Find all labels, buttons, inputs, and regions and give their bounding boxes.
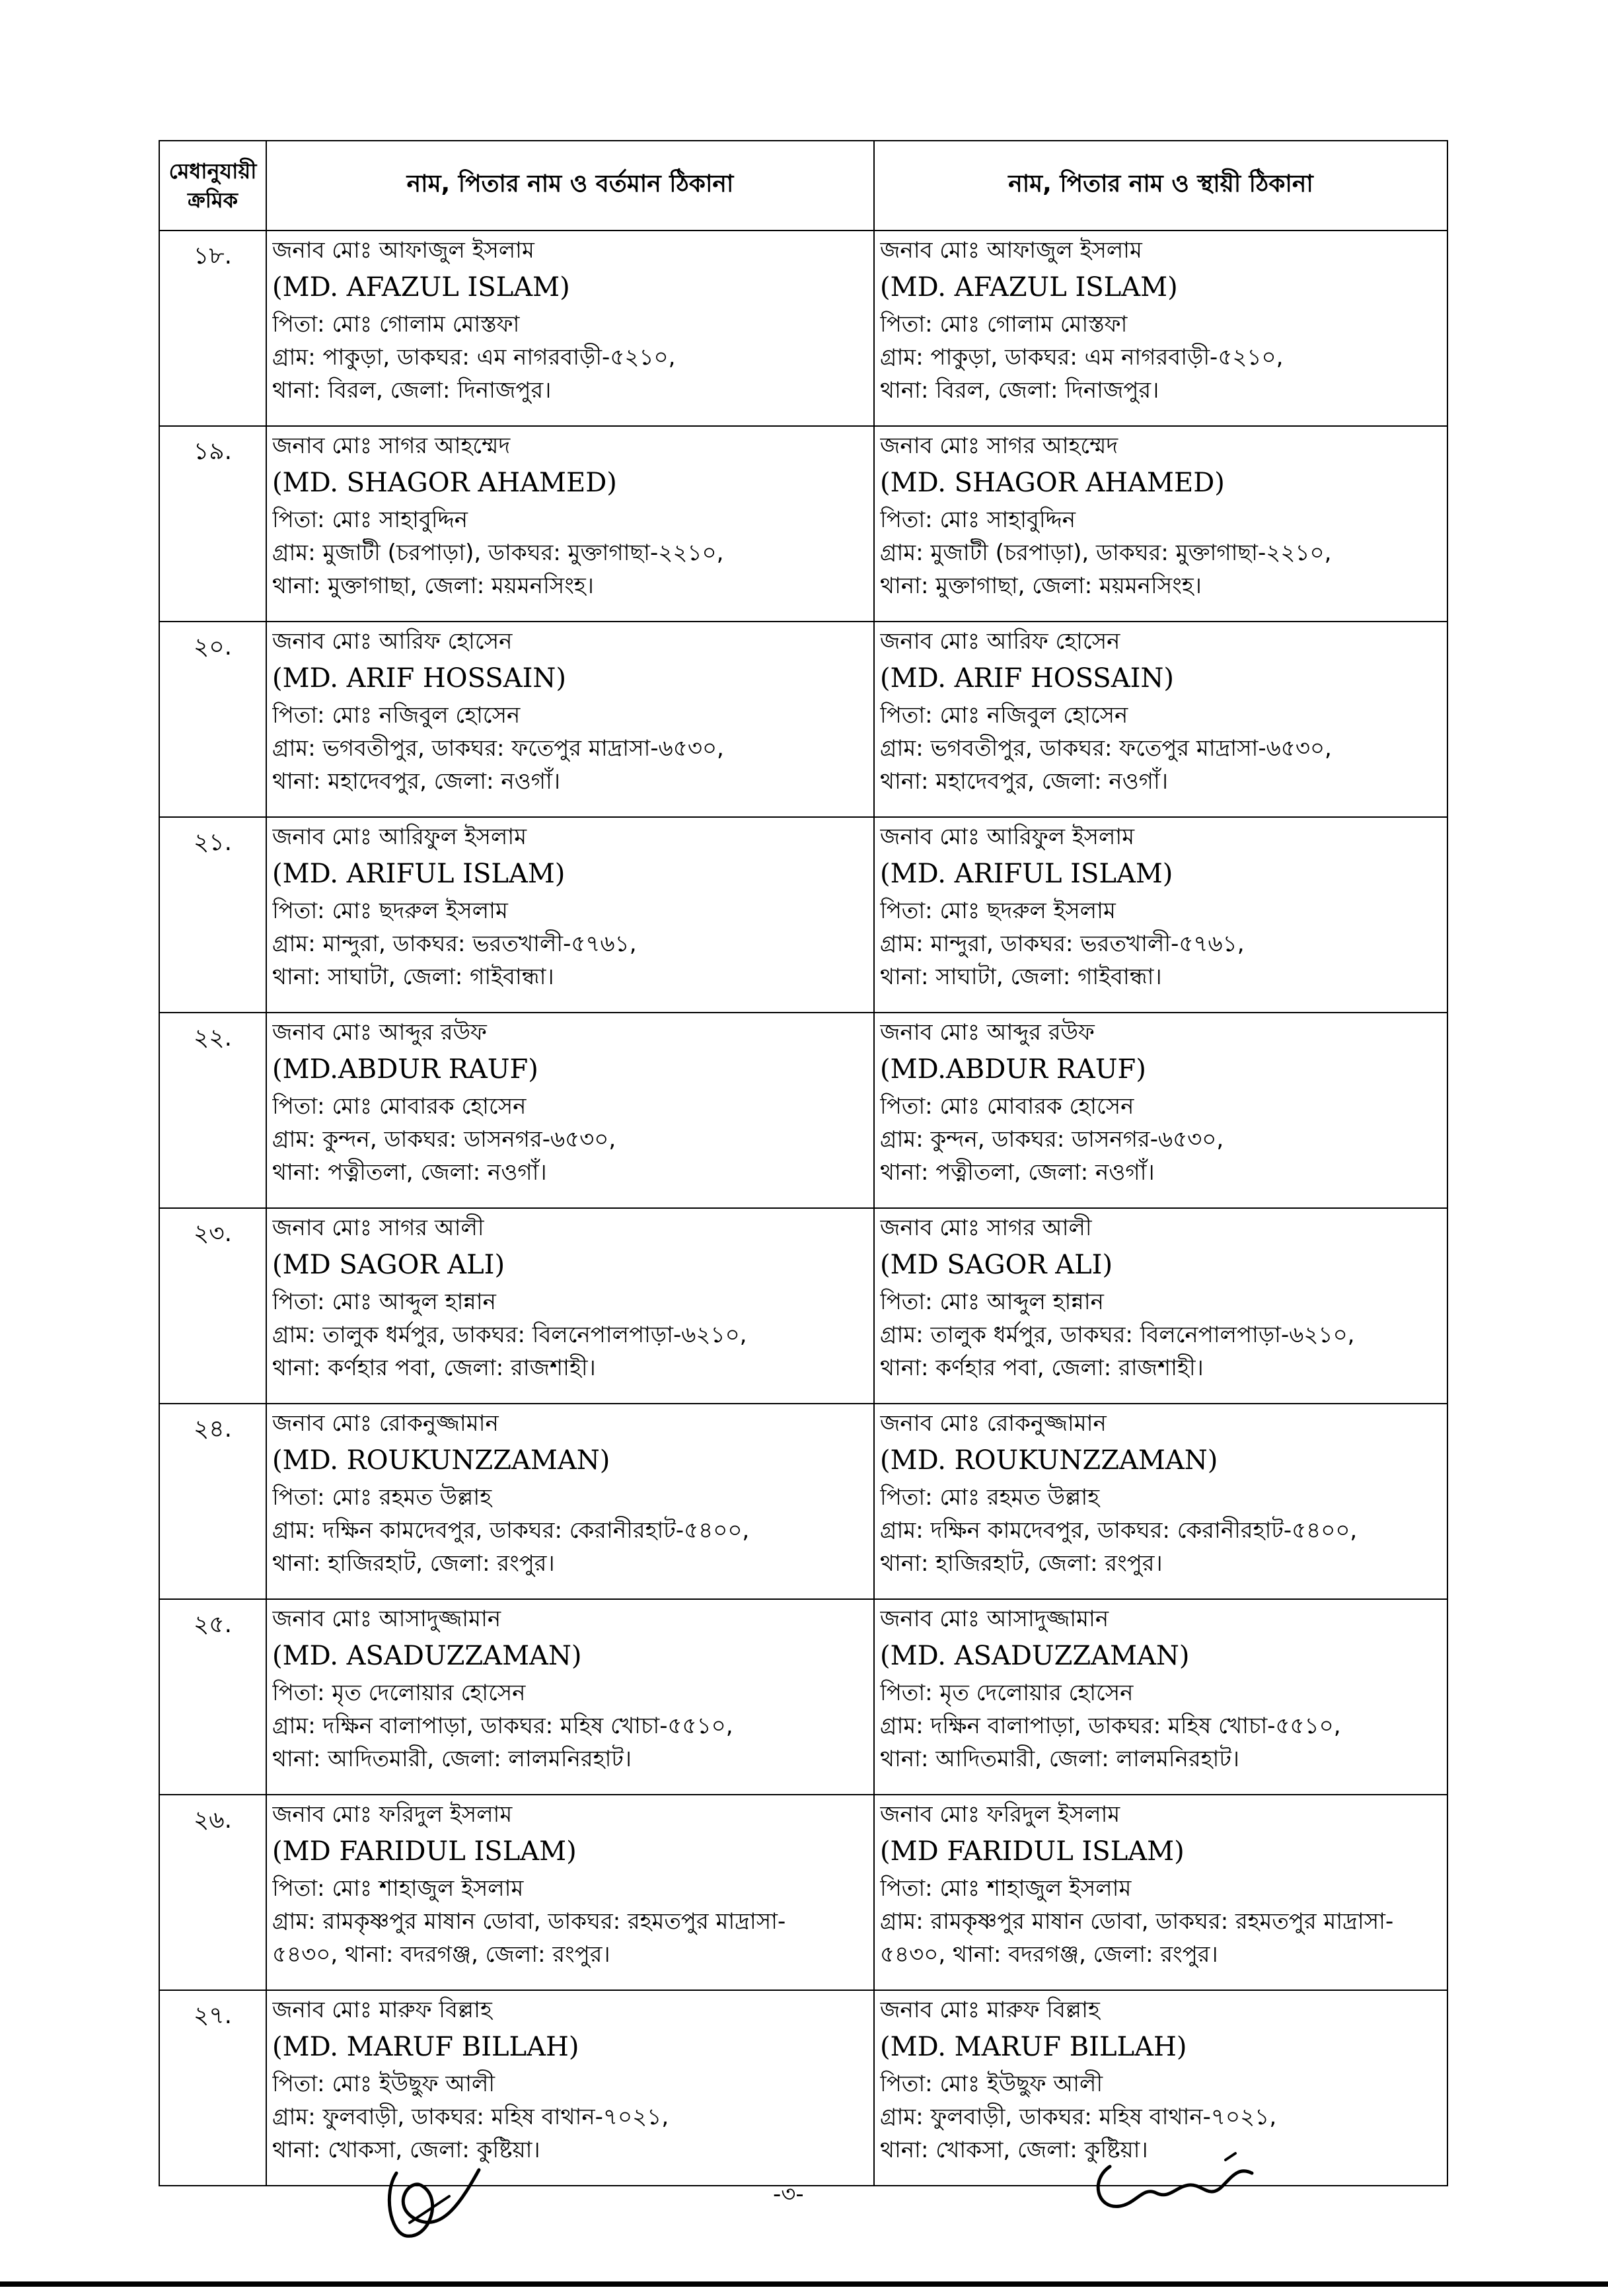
upazila-district: থানা: বিরল, জেলা: দিনাজপুর। — [272, 377, 552, 404]
upazila-district: ৫৪৩০, থানা: বদরগঞ্জ, জেলা: রংপুর। — [272, 1941, 610, 1968]
present-address-cell — [266, 426, 874, 622]
father-name: পিতা: মোঃ গোলাম মোস্তফা — [880, 311, 1128, 338]
permanent-address-cell — [874, 1795, 1447, 1990]
father-name: পিতা: মোঃ সাহাবুদ্দিন — [272, 507, 468, 533]
village-post-office: গ্রাম: মান্দুরা, ডাকঘর: ভরতখালী-৫৭৬১, — [880, 931, 1245, 957]
village-post-office: গ্রাম: ভগবতীপুর, ডাকঘর: ফতেপুর মাদ্রাসা-৬৫৩০, — [272, 735, 724, 762]
permanent-address-cell — [874, 1208, 1447, 1404]
candidate-name: জনাব মোঃ রোকনুজ্জামান — [272, 1410, 499, 1437]
candidate-name-english: (MD. MARUF BILLAH) — [272, 2032, 579, 2062]
candidate-name-english: (MD. ROUKUNZZAMAN) — [272, 1445, 610, 1476]
village-post-office: গ্রাম: মান্দুরা, ডাকঘর: ভরতখালী-৫৭৬১, — [272, 931, 637, 957]
upazila-district: থানা: মহাদেবপুর, জেলা: নওগাঁ। — [880, 768, 1169, 795]
permanent-address-cell — [874, 622, 1447, 817]
present-address-cell — [266, 1013, 874, 1208]
present-address-cell — [266, 1208, 874, 1404]
serial-number: ২১. — [159, 817, 266, 1013]
permanent-address-cell — [874, 817, 1447, 1013]
candidate-name: জনাব মোঃ আরিফ হোসেন — [880, 628, 1120, 655]
candidate-table — [159, 140, 1448, 2186]
candidate-name: জনাব মোঃ সাগর আহম্মেদ — [272, 433, 511, 459]
father-name: পিতা: মোঃ ছদরুল ইসলাম — [272, 898, 508, 924]
father-name: পিতা: মোঃ নজিবুল হোসেন — [880, 702, 1128, 729]
village-post-office: গ্রাম: দক্ষিন বালাপাড়া, ডাকঘর: মহিষ খোচা-৫৫১০, — [272, 1713, 733, 1739]
candidate-name-english: (MD FARIDUL ISLAM) — [272, 1836, 577, 1867]
candidate-name: জনাব মোঃ সাগর আহম্মেদ — [880, 433, 1118, 459]
present-address-cell — [266, 1795, 874, 1990]
village-post-office: গ্রাম: মুজাটী (চরপাড়া), ডাকঘর: মুক্তাগাছা-২২১০, — [880, 540, 1332, 566]
serial-number: ২০. — [159, 622, 266, 817]
candidate-name-english: (MD. AFAZUL ISLAM) — [272, 272, 570, 303]
candidate-name-english: (MD. ARIF HOSSAIN) — [272, 663, 566, 694]
candidate-name: জনাব মোঃ সাগর আলী — [272, 1215, 484, 1241]
village-post-office: গ্রাম: দক্ষিন কামদেবপুর, ডাকঘর: কেরানীরহাট-৫৪০০, — [272, 1517, 750, 1544]
candidate-name: জনাব মোঃ মারুফ বিল্লাহ — [880, 1997, 1100, 2023]
village-post-office: গ্রাম: ফুলবাড়ী, ডাকঘর: মহিষ বাথান-৭০২১, — [880, 2104, 1277, 2130]
left-signature — [370, 2160, 489, 2252]
village-post-office: গ্রাম: কুন্দন, ডাকঘর: ডাসনগর-৬৫৩০, — [272, 1126, 616, 1153]
father-name: পিতা: মোঃ আব্দুল হান্নান — [272, 1289, 496, 1315]
upazila-district: থানা: খোকসা, জেলা: কুষ্টিয়া। — [880, 2137, 1148, 2163]
upazila-district: থানা: পত্নীতলা, জেলা: নওগাঁ। — [880, 1159, 1155, 1186]
page-number: -৩- — [773, 2181, 804, 2207]
upazila-district: থানা: বিরল, জেলা: দিনাজপুর। — [880, 377, 1159, 404]
candidate-name-english: (MD.ABDUR RAUF) — [880, 1054, 1146, 1085]
candidate-name-english: (MD.ABDUR RAUF) — [272, 1054, 538, 1085]
candidate-name: জনাব মোঃ মারুফ বিল্লাহ — [272, 1997, 492, 2023]
upazila-district: থানা: খোকসা, জেলা: কুষ্টিয়া। — [272, 2137, 540, 2163]
father-name: পিতা: মোঃ মোবারক হোসেন — [880, 1093, 1134, 1120]
candidate-name: জনাব মোঃ আসাদুজ্জামান — [880, 1606, 1109, 1632]
candidate-name: জনাব মোঃ আফাজুল ইসলাম — [272, 237, 534, 264]
father-name: পিতা: মোঃ রহমত উল্লাহ — [880, 1484, 1100, 1511]
village-post-office: গ্রাম: ফুলবাড়ী, ডাকঘর: মহিষ বাথান-৭০২১, — [272, 2104, 669, 2130]
table-row — [159, 1795, 1447, 1990]
father-name: পিতা: মোঃ গোলাম মোস্তফা — [272, 311, 520, 338]
candidate-name-english: (MD. ARIF HOSSAIN) — [880, 663, 1174, 694]
serial-number: ২৭. — [159, 1990, 266, 2186]
father-name: পিতা: মোঃ নজিবুল হোসেন — [272, 702, 521, 729]
upazila-district: থানা: কর্ণহার পবা, জেলা: রাজশাহী। — [880, 1355, 1204, 1381]
village-post-office: গ্রাম: রামকৃষ্ণপুর মাষান ডোবা, ডাকঘর: রহমতপুর মাদ্রাসা- — [880, 1908, 1394, 1935]
table-row — [159, 817, 1447, 1013]
father-name: পিতা: মোঃ শাহাজুল ইসলাম — [880, 1875, 1132, 1902]
candidate-name-english: (MD. ASADUZZAMAN) — [880, 1641, 1190, 1671]
village-post-office: গ্রাম: রামকৃষ্ণপুর মাষান ডোবা, ডাকঘর: রহমতপুর মাদ্রাসা- — [272, 1908, 786, 1935]
candidate-name: জনাব মোঃ আব্দুর রউফ — [880, 1019, 1095, 1046]
upazila-district: থানা: মহাদেবপুর, জেলা: নওগাঁ। — [272, 768, 561, 795]
permanent-address-cell — [874, 1404, 1447, 1599]
present-address-cell — [266, 622, 874, 817]
serial-number: ২৩. — [159, 1208, 266, 1404]
village-post-office: গ্রাম: পাকুড়া, ডাকঘর: এম নাগরবাড়ী-৫২১০, — [272, 344, 676, 371]
candidate-name-english: (MD. MARUF BILLAH) — [880, 2032, 1187, 2062]
candidate-name: জনাব মোঃ ফরিদুল ইসলাম — [880, 1801, 1120, 1828]
father-name: পিতা: মৃত দেলোয়ার হোসেন — [272, 1680, 526, 1706]
candidate-name-english: (MD. ARIFUL ISLAM) — [272, 859, 566, 889]
village-post-office: গ্রাম: তালুক ধর্মপুর, ডাকঘর: বিলনেপালপাড়া-৬২১০, — [880, 1322, 1355, 1348]
candidate-name-english: (MD. ROUKUNZZAMAN) — [880, 1445, 1218, 1476]
upazila-district: থানা: কর্ণহার পবা, জেলা: রাজশাহী। — [272, 1355, 596, 1381]
father-name: পিতা: মোঃ আব্দুল হান্নান — [880, 1289, 1104, 1315]
upazila-district: থানা: সাঘাটা, জেলা: গাইবান্ধা। — [880, 964, 1162, 990]
candidate-name: জনাব মোঃ রোকনুজ্জামান — [880, 1410, 1107, 1437]
permanent-address-cell — [874, 1599, 1447, 1795]
father-name: পিতা: মোঃ রহমত উল্লাহ — [272, 1484, 492, 1511]
village-post-office: গ্রাম: ভগবতীপুর, ডাকঘর: ফতেপুর মাদ্রাসা-৬৫৩০, — [880, 735, 1332, 762]
candidate-name: জনাব মোঃ আব্দুর রউফ — [272, 1019, 487, 1046]
candidate-name-english: (MD. ASADUZZAMAN) — [272, 1641, 582, 1671]
upazila-district: থানা: আদিতমারী, জেলা: লালমনিরহাট। — [880, 1746, 1240, 1772]
table-row — [159, 231, 1447, 426]
table-row — [159, 1404, 1447, 1599]
upazila-district: থানা: আদিতমারী, জেলা: লালমনিরহাট। — [272, 1746, 632, 1772]
upazila-district: থানা: মুক্তাগাছা, জেলা: ময়মনসিংহ। — [272, 573, 594, 599]
candidate-name: জনাব মোঃ আসাদুজ্জামান — [272, 1606, 501, 1632]
serial-number: ২২. — [159, 1013, 266, 1208]
present-address-cell — [266, 231, 874, 426]
village-post-office: গ্রাম: দক্ষিন বালাপাড়া, ডাকঘর: মহিষ খোচা-৫৫১০, — [880, 1713, 1341, 1739]
upazila-district: ৫৪৩০, থানা: বদরগঞ্জ, জেলা: রংপুর। — [880, 1941, 1218, 1968]
permanent-address-cell — [874, 426, 1447, 622]
header-present-address: নাম, পিতার নাম ও বর্তমান ঠিকানা — [266, 141, 874, 231]
candidate-name-english: (MD SAGOR ALI) — [880, 1250, 1113, 1280]
father-name: পিতা: মোঃ ইউছুফ আলী — [272, 2071, 495, 2097]
village-post-office: গ্রাম: দক্ষিন কামদেবপুর, ডাকঘর: কেরানীরহাট-৫৪০০, — [880, 1517, 1358, 1544]
father-name: পিতা: মোঃ ছদরুল ইসলাম — [880, 898, 1116, 924]
candidate-name-english: (MD FARIDUL ISLAM) — [880, 1836, 1185, 1867]
candidate-name: জনাব মোঃ ফরিদুল ইসলাম — [272, 1801, 513, 1828]
serial-number: ১৯. — [159, 426, 266, 622]
present-address-cell — [266, 1599, 874, 1795]
table-row — [159, 1208, 1447, 1404]
candidate-name: জনাব মোঃ আরিফ হোসেন — [272, 628, 513, 655]
table-header-row — [159, 141, 1447, 231]
candidate-name-english: (MD. ARIFUL ISLAM) — [880, 859, 1173, 889]
father-name: পিতা: মোঃ মোবারক হোসেন — [272, 1093, 527, 1120]
upazila-district: থানা: সাঘাটা, জেলা: গাইবান্ধা। — [272, 964, 554, 990]
candidate-name: জনাব মোঃ আরিফুল ইসলাম — [272, 824, 527, 850]
header-serial: মেধানুযায়ী ক্রমিক — [159, 141, 266, 231]
upazila-district: থানা: হাজিরহাট, জেলা: রংপুর। — [272, 1550, 555, 1577]
village-post-office: গ্রাম: পাকুড়া, ডাকঘর: এম নাগরবাড়ী-৫২১০, — [880, 344, 1284, 371]
candidate-name: জনাব মোঃ আরিফুল ইসলাম — [880, 824, 1135, 850]
father-name: পিতা: মোঃ ইউছুফ আলী — [880, 2071, 1103, 2097]
present-address-cell — [266, 1404, 874, 1599]
candidate-name: জনাব মোঃ সাগর আলী — [880, 1215, 1092, 1241]
permanent-address-cell — [874, 231, 1447, 426]
permanent-address-cell — [874, 1013, 1447, 1208]
candidate-name-english: (MD. SHAGOR AHAMED) — [272, 468, 617, 498]
village-post-office: গ্রাম: তালুক ধর্মপুর, ডাকঘর: বিলনেপালপাড়া-৬২১০, — [272, 1322, 747, 1348]
table-row — [159, 1013, 1447, 1208]
right-signature — [1083, 2147, 1268, 2219]
upazila-district: থানা: পত্নীতলা, জেলা: নওগাঁ। — [272, 1159, 547, 1186]
father-name: পিতা: মৃত দেলোয়ার হোসেন — [880, 1680, 1134, 1706]
village-post-office: গ্রাম: কুন্দন, ডাকঘর: ডাসনগর-৬৫৩০, — [880, 1126, 1224, 1153]
table-row — [159, 622, 1447, 817]
bottom-rule — [0, 2281, 1608, 2287]
father-name: পিতা: মোঃ শাহাজুল ইসলাম — [272, 1875, 524, 1902]
table-row — [159, 426, 1447, 622]
candidate-name: জনাব মোঃ আফাজুল ইসলাম — [880, 237, 1142, 264]
present-address-cell — [266, 817, 874, 1013]
header-permanent-address: নাম, পিতার নাম ও স্থায়ী ঠিকানা — [874, 141, 1447, 231]
village-post-office: গ্রাম: মুজাটী (চরপাড়া), ডাকঘর: মুক্তাগাছা-২২১০, — [272, 540, 724, 566]
upazila-district: থানা: হাজিরহাট, জেলা: রংপুর। — [880, 1550, 1163, 1577]
father-name: পিতা: মোঃ সাহাবুদ্দিন — [880, 507, 1076, 533]
serial-number: ২৫. — [159, 1599, 266, 1795]
upazila-district: থানা: মুক্তাগাছা, জেলা: ময়মনসিংহ। — [880, 573, 1202, 599]
serial-number: ২৬. — [159, 1795, 266, 1990]
candidate-name-english: (MD SAGOR ALI) — [272, 1250, 505, 1280]
table-row — [159, 1599, 1447, 1795]
serial-number: ২৪. — [159, 1404, 266, 1599]
candidate-name-english: (MD. SHAGOR AHAMED) — [880, 468, 1225, 498]
candidate-name-english: (MD. AFAZUL ISLAM) — [880, 272, 1178, 303]
serial-number: ১৮. — [159, 231, 266, 426]
present-address-cell — [266, 1990, 874, 2186]
